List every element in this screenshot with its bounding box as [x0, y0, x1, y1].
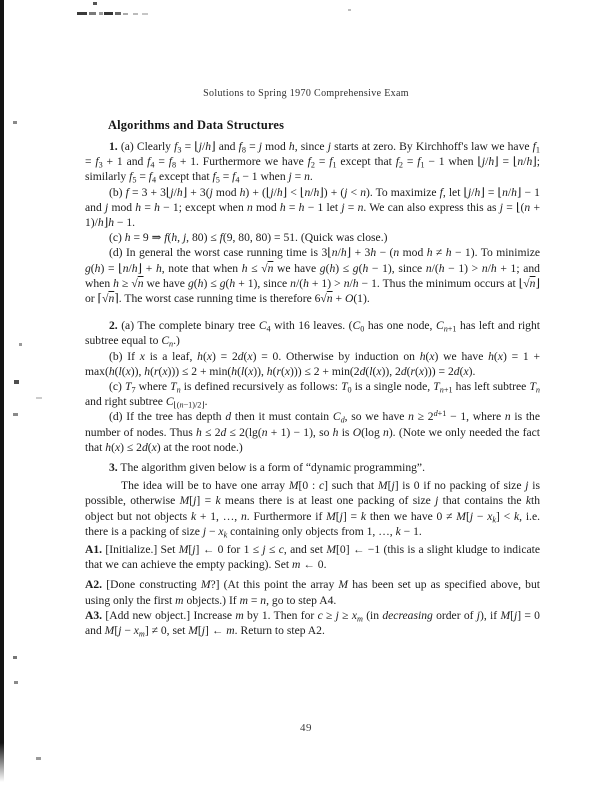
section-title: Algorithms and Data Structures: [108, 118, 285, 132]
running-head: Solutions to Spring 1970 Comprehensive Exam: [203, 88, 409, 99]
scan-speck: [36, 397, 42, 399]
paragraph-1d: (d) In general the worst case running time is 3⌊n/h⌋ + 3h − (n mod h ≠ h − 1). To minimize g(h) = ⌊n/h⌋ + h, note that when h ≤ √n we have g(h) ≤ g(h − 1), since n/(h − 1) > n/h + 1; and when h ≥ √n we have g(h) ≤ g(h + 1), since n/(h + 1) > n/h − 1. Thus the minimum occurs at ⌊√n⌋ or ⌈√n⌉. The worst case running time is therefore 6√n + O(1).: [85, 246, 540, 306]
scan-speck: [115, 12, 121, 15]
scan-speck: [123, 13, 128, 15]
scan-speck: [93, 2, 97, 5]
paragraph-2a: 2. (a) The complete binary tree $C_4$ with 16 leaves. ($C_0$ has one node, $C_{n+1}$ has left and right subtree equal to $C_n$.): [85, 319, 540, 349]
scan-speck: [13, 656, 17, 659]
scan-edge-artifact: [0, 0, 4, 782]
paragraph-1c: (c) h = 9 ⇒ f(h, j, 80) ≤ f(9, 80, 80) = 51. (Quick was close.): [109, 231, 388, 245]
algorithm-step-a3: A3. [Add new object.] Increase m by 1. Then for $c \ge j \ge x_m$ (in decreasing order of j), if M[j] = 0 and $M[j - x_m] \ne 0$, set M[j] ← m. Return to step A2.: [85, 608, 540, 639]
scan-speck: [142, 13, 148, 15]
scan-speck: [36, 757, 41, 760]
scan-speck: [13, 121, 17, 124]
scan-speck: [13, 413, 18, 416]
paragraph-1a: 1. (a) Clearly $f_3$ = ⌊j/h⌋ and $f_8 = j$ mod h, since j starts at zero. By Kirchhoff's law we have $f_1 = f_3 + 1$ and $f_4 = f_8 + 1$. Furthermore we have $f_2 = f_1$ except that $f_2 = f_1 - 1$ when ⌊j/h⌋ = ⌊n/h⌋; similarly $f_5 = f_4$ except that $f_5 = f_4 - 1$ when j = n.: [85, 140, 540, 185]
paragraph-3-idea: The idea will be to have one array M[0 : c] such that M[j] is 0 if no packing of size j is possible, otherwise M[j] = k means there is at least one packing of size j that contains the kth object but not objects k + 1, …, n. Furthermore if M[j] = k then we have $0 \ne M[j - x_k] < k$, i.e. there is a packing of size $j - x_k$ containing only objects from 1, …, k − 1.: [85, 479, 540, 540]
scan-speck: [14, 380, 19, 384]
scan-speck: [77, 12, 87, 15]
scan-speck: [14, 681, 18, 684]
scan-speck: [133, 13, 138, 15]
paragraph-2c: (c) $T_7$ where $T_n$ is defined recursively as follows: $T_0$ is a single node, $T_{n+1}$ has left subtree $T_n$ and right subtree $C_{⌊(n-1)/2⌋}$.: [85, 380, 540, 410]
paragraph-2d: (d) If the tree has depth d then it must contain $C_d$, so we have $n \ge 2^{d+1} - 1$, where n is the number of nodes. Thus h ≤ 2d ≤ 2(lg(n + 1) − 1), so h is O(log n). (Note we only needed the fact that h(x) ≤ 2d(x) at the root node.): [85, 409, 540, 454]
scan-speck: [89, 12, 96, 15]
scan-speck: [99, 12, 103, 15]
scan-speck: [348, 9, 351, 11]
scan-speck: [104, 12, 113, 15]
page-body: [85, 139, 540, 638]
algorithm-step-a1: A1. [Initialize.] Set M[j] ← 0 for 1 ≤ j ≤ c, and set M[0] ← −1 (this is a slight kludge to indicate that we can achieve the empty packing). Set m ← 0.: [85, 543, 540, 572]
page-number: 49: [300, 722, 312, 734]
paragraph-3: 3. The algorithm given below is a form of “dynamic programming”.: [109, 461, 425, 475]
paragraph-2b: (b) If x is a leaf, h(x) = 2d(x) = 0. Otherwise by induction on h(x) we have h(x) = 1 + max(h(l(x)), h(r(x))) ≤ 2 + min(h(l(x)), h(r(x))) ≤ 2 + min(2d(l(x)), 2d(r(x))) = 2d(x).: [85, 349, 540, 378]
scan-speck: [19, 343, 22, 346]
algorithm-step-a2: A2. [Done constructing M?] (At this point the array M has been set up as specified above, but using only the first m objects.) If m = n, go to step A4.: [85, 578, 540, 607]
paragraph-1b: (b) f = 3 + 3⌊j/h⌋ + 3(j mod h) + (⌊j/h⌋ < ⌊n/h⌋) + (j < n). To maximize f, let ⌊j/h⌋ = ⌊n/h⌋ − 1 and j mod h = h − 1; except when n mod h = h − 1 let j = n. We can also express this as j = ⌊(n + 1)/h⌋h − 1.: [85, 185, 540, 230]
